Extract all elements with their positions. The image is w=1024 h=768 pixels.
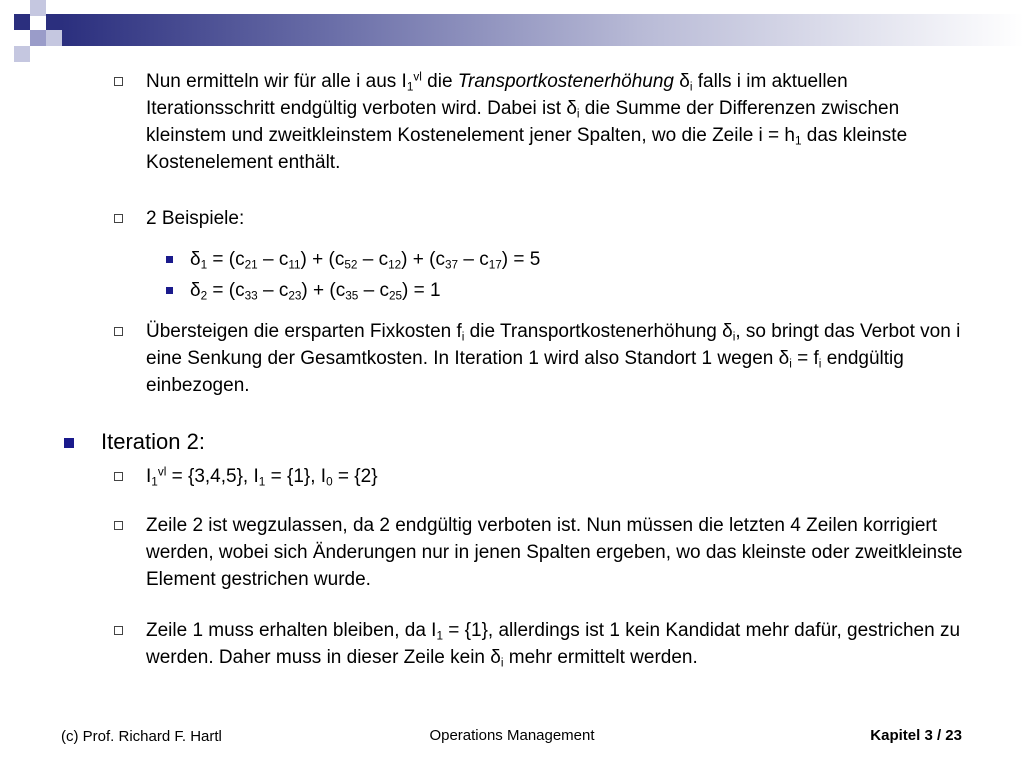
section-heading: Iteration 2:: [101, 429, 205, 454]
hollow-square-bullet-icon: [114, 472, 123, 481]
bullet-text: $I_1^{vl} = \{3,4,5\}$, $I_1 = \{1\}$, $I_0 = \{2\}$: [146, 465, 378, 489]
square-bullet-icon: [64, 438, 74, 448]
footer-course: Operations Management: [429, 727, 595, 744]
bullet-text: Übersteigen die ersparten Fixkosten $f_i$ die Transportkostenerhöhung $\delta_i$, so bringt das Verbot von i eine Senkung der Gesamtkosten. In Iteration 1 wird also Standort 1 wegen $\delta_i = f_i$ endgültig einbezogen.: [146, 321, 961, 396]
hollow-square-bullet-icon: [114, 521, 123, 530]
footer-page-number: Kapitel 3 / 23: [870, 727, 962, 744]
example-formula: $\delta_2 = (c_{33} - c_{23}) + (c_{35} - c_{25}) = 1$: [190, 280, 441, 303]
hollow-square-bullet-icon: [114, 327, 123, 336]
bullet-text: Zeile 1 muss erhalten bleiben, da $I_1 = \{1\}$, allerdings ist 1 kein Kandidat mehr dafür, gestrichen zu werden. Daher muss in dieser Zeile kein $\delta_i$ mehr ermittelt werden.: [146, 620, 961, 670]
hollow-square-bullet-icon: [114, 214, 123, 223]
bullet-text: Nun ermitteln wir für alle i aus $I_1^{vl}$ die Transportkostenerhöhung $\delta_i$ falls i im aktuellen Iterationsschritt endgültig verboten wird. Dabei ist $\delta_i$ die Summe der Differenzen zwischen kleinstem und zweitkleinstem Kostenelement jener Spalten, wo die Zeile $i = h_1$ das kleinste Kostenelement enthält.: [146, 70, 908, 173]
example-formula: $\delta_1 = (c_{21} - c_{11}) + (c_{52} - c_{12}) + (c_{37} - c_{17}) = 5$: [190, 249, 541, 272]
square-bullet-icon: [166, 287, 173, 294]
footer-author: (c) Prof. Richard F. Hartl: [61, 728, 222, 745]
bullet-text: Zeile 2 ist wegzulassen, da 2 endgültig verboten ist. Nun müssen die letzten 4 Zeilen korrigiert werden, wobei sich Änderungen nur in jenen Spalten ergeben, wo das kleinste oder zweitkleinste Element gestrichen wurde.: [146, 515, 963, 590]
hollow-square-bullet-icon: [114, 626, 123, 635]
bullet-text: 2 Beispiele:: [146, 208, 245, 229]
square-bullet-icon: [166, 256, 173, 263]
hollow-square-bullet-icon: [114, 77, 123, 86]
